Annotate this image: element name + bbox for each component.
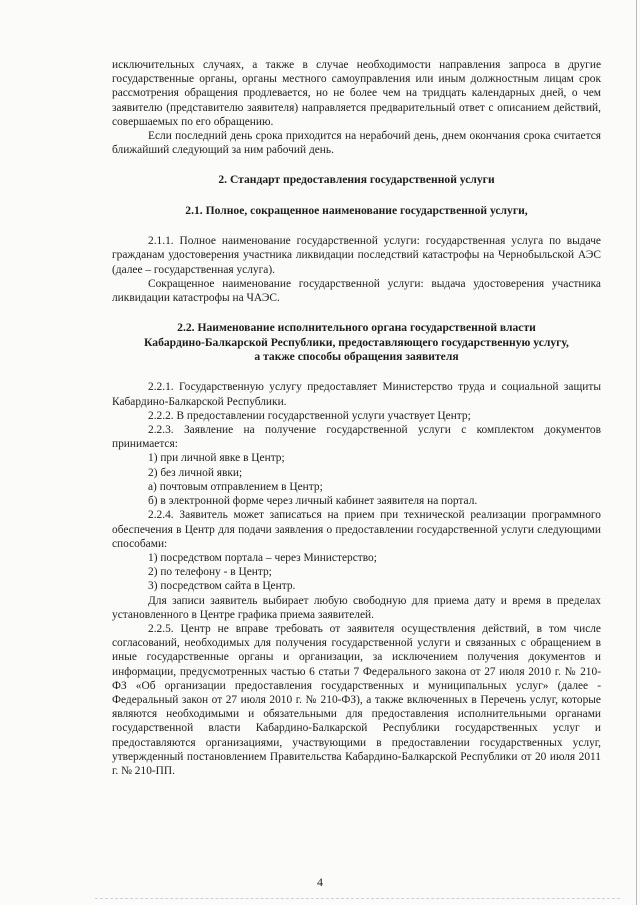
list-item: б) в электронной форме через личный кабинет заявителя на портал. [148, 495, 478, 508]
section-2-2-heading-line-1: 2.2. Наименование исполнительного органа государственной власти [177, 321, 536, 335]
section-2-2-heading-line-2: Кабардино-Балкарской Республики, предоставляющего государственную услугу, [144, 335, 569, 349]
clause-2-2-5: 2.2.5. Центр не вправе требовать от заявителя осуществления действий, в том числе согласований, необходимых для получения государственной услуги и связанных с обращением в иные государственные органы и организации, за исключением получения документов и информации, предусмотренных частью 6 статьи 7 Федерального закона от 27 июля 2010 г. № 210-ФЗ «Об организации предоставления государственных и муниципальных услуг» (далее - Федеральный закон от 27 июля 2010 г. № 210-ФЗ), а также включенных в Перечень услуг, которые являются необходимыми и обязательными для предоставления исполнительными органами государственной власти Кабардино-Балкарской Республики государственных услуг и предоставляются организациями, участвующими в предоставлении государственных услуг, утвержденный постановлением Правительства Кабардино-Балкарской Республики от 20 июля 2011 г. № 210-ПП. [112, 622, 601, 777]
intro-paragraph-2: Если последний день срока приходится на нерабочий день, днем окончания срока считается ближайший следующий за ним рабочий день. [112, 130, 601, 157]
text-column [112, 58, 601, 778]
list-item: 3) посредством сайта в Центр. [148, 580, 296, 593]
scan-bottom-noise [95, 898, 620, 899]
clause-2-1-short-name: Сокращенное наименование государственной услуги: выдача удостоверения участника ликвидации катастрофы на ЧАЭС. [112, 277, 601, 305]
page-number: 4 [317, 875, 323, 889]
clause-2-2-4-booking-note: Для записи заявитель выбирает любую свободную для приема дату и время в пределах установленного в Центре графика приема заявителей. [112, 594, 601, 621]
clause-2-1-1: 2.1.1. Полное наименование государственной услуги: государственная услуга по выдаче гражданам удостоверения участника ликвидации последствий катастрофы на Чернобыльской АЭС (далее – государственная услуга). [112, 235, 601, 276]
list-item: 1) при личной явке в Центр; [148, 452, 285, 465]
list-item: а) почтовым отправлением в Центр; [148, 480, 323, 493]
intro-paragraph-1: исключительных случаях, а также в случае необходимости направления запроса в другие государственные органы, органы местного самоуправления или иным должностным лицам срок рассмотрения обращения продлевается, но не более чем на тридцать календарных дней, о чем заявителю (представителю заявителя) направляется предварительный ответ с описанием действий, совершаемых по его обращению. [112, 59, 601, 128]
list-item: 1) посредством портала – через Министерство; [148, 551, 377, 564]
list-item: 2) без личной явки; [148, 466, 243, 479]
clause-2-2-4: 2.2.4. Заявитель может записаться на прием при технической реализации программного обеспечения в Центр для подачи заявления о предоставлении государственной услуги следующими способами: [112, 509, 601, 550]
clause-2-2-3: 2.2.3. Заявление на получение государственной услуги с комплектом документов принимается: [112, 424, 601, 451]
clause-2-2-2: 2.2.2. В предоставлении государственной услуги участвует Центр; [148, 409, 471, 422]
section-2-2-heading-line-3: а также способы обращения заявителя [254, 350, 459, 364]
section-2-heading: 2. Стандарт предоставления государственной услуги [218, 173, 495, 187]
list-item: 2) по телефону - в Центр; [148, 566, 272, 579]
section-2-1-heading: 2.1. Полное, сокращенное наименование государственной услуги, [185, 203, 528, 217]
clause-2-2-1: 2.2.1. Государственную услугу предоставляет Министерство труда и социальной защиты Кабардино-Балкарской Республики. [112, 381, 601, 408]
scan-edge-line [636, 0, 637, 905]
